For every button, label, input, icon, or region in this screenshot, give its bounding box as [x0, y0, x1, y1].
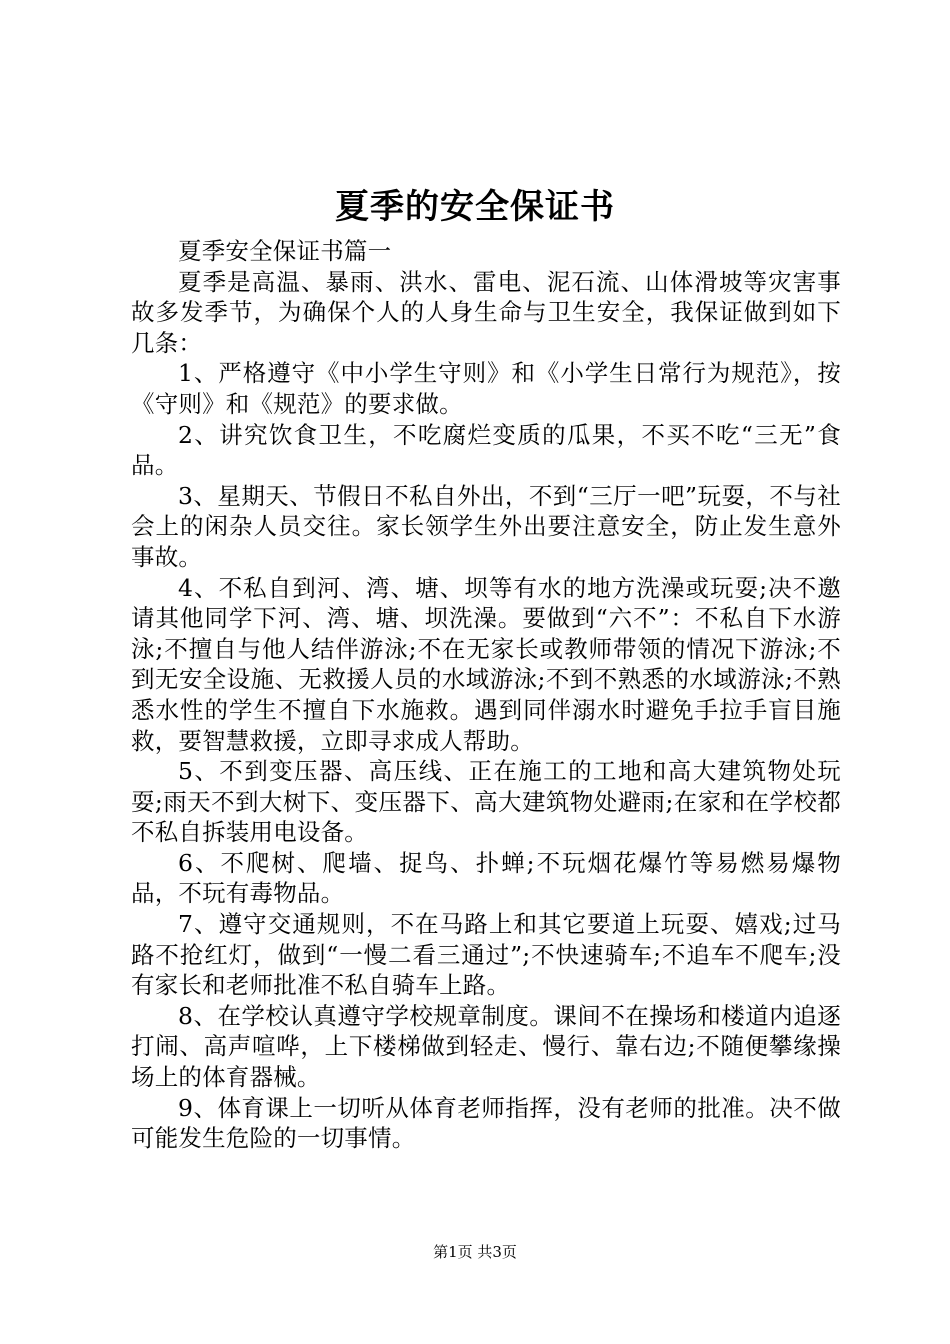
- section-heading: 夏季安全保证书篇一: [178, 237, 392, 265]
- rule-item-5: 5、不到变压器、高压线、正在施工的工地和高大建筑物处玩耍;雨天不到大树下、变压器下、高大建筑物处避雨;在家和在学校都不私自拆装用电设备。: [131, 757, 841, 847]
- rule-item-1: 1、严格遵守《中小学生守则》和《小学生日常行为规范》，按《守则》和《规范》的要求做。: [131, 359, 841, 418]
- rule-item-2: 2、讲究饮食卫生，不吃腐烂变质的瓜果，不买不吃“三无”食品。: [131, 420, 841, 480]
- document-body: [131, 236, 841, 1154]
- intro-paragraph: 夏季是高温、暴雨、洪水、雷电、泥石流、山体滑坡等灾害事故多发季节，为确保个人的人身生命与卫生安全，我保证做到如下几条：: [131, 267, 841, 357]
- rule-item-8: 8、在学校认真遵守学校规章制度。课间不在操场和楼道内追逐打闹、高声喧哗，上下楼梯做到轻走、慢行、靠右边;不随便攀缘操场上的体育器械。: [131, 1001, 841, 1092]
- rule-item-3: 3、星期天、节假日不私自外出，不到“三厅一吧”玩耍，不与社会上的闲杂人员交往。家长领学生外出要注意安全，防止发生意外事故。: [131, 481, 841, 571]
- rule-item-4: 4、不私自到河、湾、塘、坝等有水的地方洗澡或玩耍;决不邀请其他同学下河、湾、塘、坝洗澡。要做到“六不”：不私自下水游泳;不擅自与他人结伴游泳;不在无家长或教师带领的情况下游泳;不到无安全设施、无救援人员的水域游泳;不到不熟悉的水域游泳;不熟悉水性的学生不擅自下水施救。遇到同伴溺水时避免手拉手盲目施救，要智慧救援，立即寻求成人帮助。: [131, 573, 841, 755]
- rule-item-7: 7、遵守交通规则，不在马路上和其它要道上玩耍、嬉戏;过马路不抢红灯，做到“一慢二看三通过”;不快速骑车;不追车不爬车;没有家长和老师批准不私自骑车上路。: [131, 910, 841, 1000]
- rule-item-9: 9、体育课上一切听从体育老师指挥，没有老师的批准。决不做可能发生危险的一切事情。: [131, 1093, 841, 1153]
- page-number-footer: 第1页 共3页: [433, 1243, 517, 1261]
- document-title: 夏季的安全保证书: [335, 187, 615, 227]
- rule-item-6: 6、不爬树、爬墙、捉鸟、扑蝉;不玩烟花爆竹等易燃易爆物品，不玩有毒物品。: [131, 848, 841, 908]
